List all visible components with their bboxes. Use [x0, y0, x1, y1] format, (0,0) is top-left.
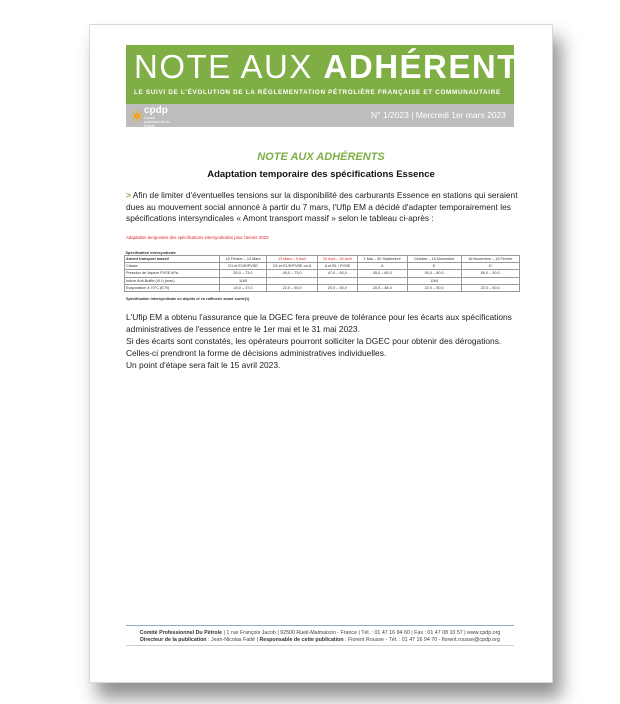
- table-cell: 1160: [220, 277, 267, 284]
- footer-responsible: : Florent Rousse - Tél. : 01 47 16 94 70 - florent.rousse@cpdp.org: [343, 637, 500, 643]
- table-cell: 22,0 – 50,0: [461, 284, 519, 291]
- footer-responsible-label: Responsable de cette publication: [259, 637, 344, 643]
- table-cell: 45,0 – 73,0: [267, 270, 318, 277]
- table-cell: D: [461, 263, 519, 270]
- table-cell: 20,0 – 48,0: [357, 284, 407, 291]
- body-paragraph: Si des écarts sont constatés, les opérateurs pourront solliciter la DGEC pour obtenir des dérogations. Celles-ci prendront la forme de décisions administratives individuelles.: [126, 336, 502, 358]
- row-label: Indice Anti-Buffle (VLI) (max): [125, 277, 220, 284]
- issue-bar: [126, 104, 514, 127]
- table-row: [125, 277, 520, 284]
- title-bold: ADHÉRENTS: [323, 48, 543, 85]
- table-cell: 24,0 – 47,0: [220, 284, 267, 291]
- document-page: [89, 24, 553, 683]
- footer-director: : Jean-Nicolas Fatté |: [206, 637, 260, 643]
- footer-address: | 1 rue François Jacob | 92500 Rueil-Malmaison - France | Tél. : 01 47 16 94 60 | Fax : 01 47 08 10 57 | www.cpdp.org: [222, 630, 501, 636]
- footer-line-1: [126, 630, 514, 636]
- newsletter-title: [134, 49, 542, 85]
- table-col-header: 16 Novembre – 15 Février: [461, 256, 519, 263]
- table-col-header: 1 Mai – 30 Septembre: [357, 256, 407, 263]
- table-col-header: 10 Avril – 30 Avril: [318, 256, 358, 263]
- table-cell: 50,0 – 80,0: [407, 270, 461, 277]
- table-col-header: Octobre – 15 Novembre: [407, 256, 461, 263]
- body-paragraph: L'Ufip EM a obtenu l'assurance que la DGEC fera preuve de tolérance pour les écarts aux spécifications administratives de l'essence entre le 1er mai et le 31 mai 2023.: [126, 312, 512, 334]
- row-label: Evaporation à 70°C (E70): [125, 284, 220, 291]
- intro-text: Afin de limiter d'éventuelles tensions sur la disponibilité des carburants Essence en stations qui seraient dues au mouvement social annoncé à partir du 7 mars, l'Ufip EM a décidé d'adapter temporairement les spécifications intersyndicales « Amont transport massif » selon le tableau ci-après :: [126, 190, 518, 223]
- logo-text: cpdp: [144, 105, 168, 116]
- issue-date: N° 1/2023 | Mercredi 1er mars 2023: [370, 110, 506, 120]
- table-cell: [357, 277, 407, 284]
- table-cell: [461, 277, 519, 284]
- table-cell: [318, 277, 358, 284]
- footer-divider: [126, 625, 514, 626]
- note-heading: NOTE AUX ADHÉRENTS: [257, 151, 385, 163]
- table-cell: 47,0 – 60,0: [318, 270, 358, 277]
- footer-line-2: [126, 637, 514, 643]
- logo-tagline: Comité professionnel du pétrole: [144, 116, 170, 128]
- row-label: Pression de Vapeur PVSE kPa: [125, 270, 220, 277]
- intro-paragraph: [126, 190, 518, 225]
- cpdp-logo: [130, 105, 170, 126]
- table-row: [125, 284, 520, 291]
- table-col-header: 16 Février – 12 Mars: [220, 256, 267, 263]
- note-subheading: Adaptation temporaire des spécifications Essence: [207, 169, 435, 180]
- footer-director-label: Directeur de la publication: [140, 637, 207, 643]
- table-cell: D1 et E1/E/PVSE ou A: [267, 263, 318, 270]
- chevron-icon: >: [126, 190, 131, 200]
- table-cell: 22,0 – 50,0: [407, 284, 461, 291]
- table-header-row: [125, 256, 520, 263]
- table-header-label: Amont transport massif: [125, 256, 220, 263]
- table-note: Spécification intersyndicale en dépôts et en raffinerie avant sortie(1): [126, 297, 250, 301]
- footer-rule: [126, 645, 514, 646]
- table-cell: 60,0 – 90,0: [461, 270, 519, 277]
- table-row: [125, 263, 520, 270]
- table-section-title: Spécification intersyndicale: [125, 250, 176, 255]
- table-cell: 1164: [407, 277, 461, 284]
- title-light: NOTE AUX: [134, 48, 324, 85]
- footer-org: Comité Professionnel Du Pétrole: [139, 630, 223, 636]
- table-cell: E: [407, 263, 461, 270]
- sun-logo-icon: [130, 109, 144, 123]
- newsletter-subtitle: LE SUIVI DE L'ÉVOLUTION DE LA RÉGLEMENTATION PÉTROLIÈRE FRANÇAISE ET COMMUNAUTAIRE: [134, 89, 501, 96]
- row-label: Classe: [125, 263, 220, 270]
- table-cell: 20,0 – 50,0: [318, 284, 358, 291]
- table-col-header: 13 Mars – 9 Avril: [267, 256, 318, 263]
- spec-table: [124, 250, 520, 292]
- table-caption: Adaptation temporaire des spécifications intersyndicales pour l'année 2023: [126, 235, 269, 240]
- table-cell: 45,0 – 60,0: [357, 270, 407, 277]
- table-cell: A et B1 / PVSE: [318, 263, 358, 270]
- table-cell: 22,0 – 50,0: [267, 284, 318, 291]
- table-row: [125, 270, 520, 277]
- table-cell: D1 et E1/E/PVSE: [220, 263, 267, 270]
- table-cell: [267, 277, 318, 284]
- body-paragraph: Un point d'étape sera fait le 15 avril 2023.: [126, 360, 281, 370]
- table-cell: A: [357, 263, 407, 270]
- header-banner: [126, 45, 543, 104]
- table-cell: 50,0 – 73,0: [220, 270, 267, 277]
